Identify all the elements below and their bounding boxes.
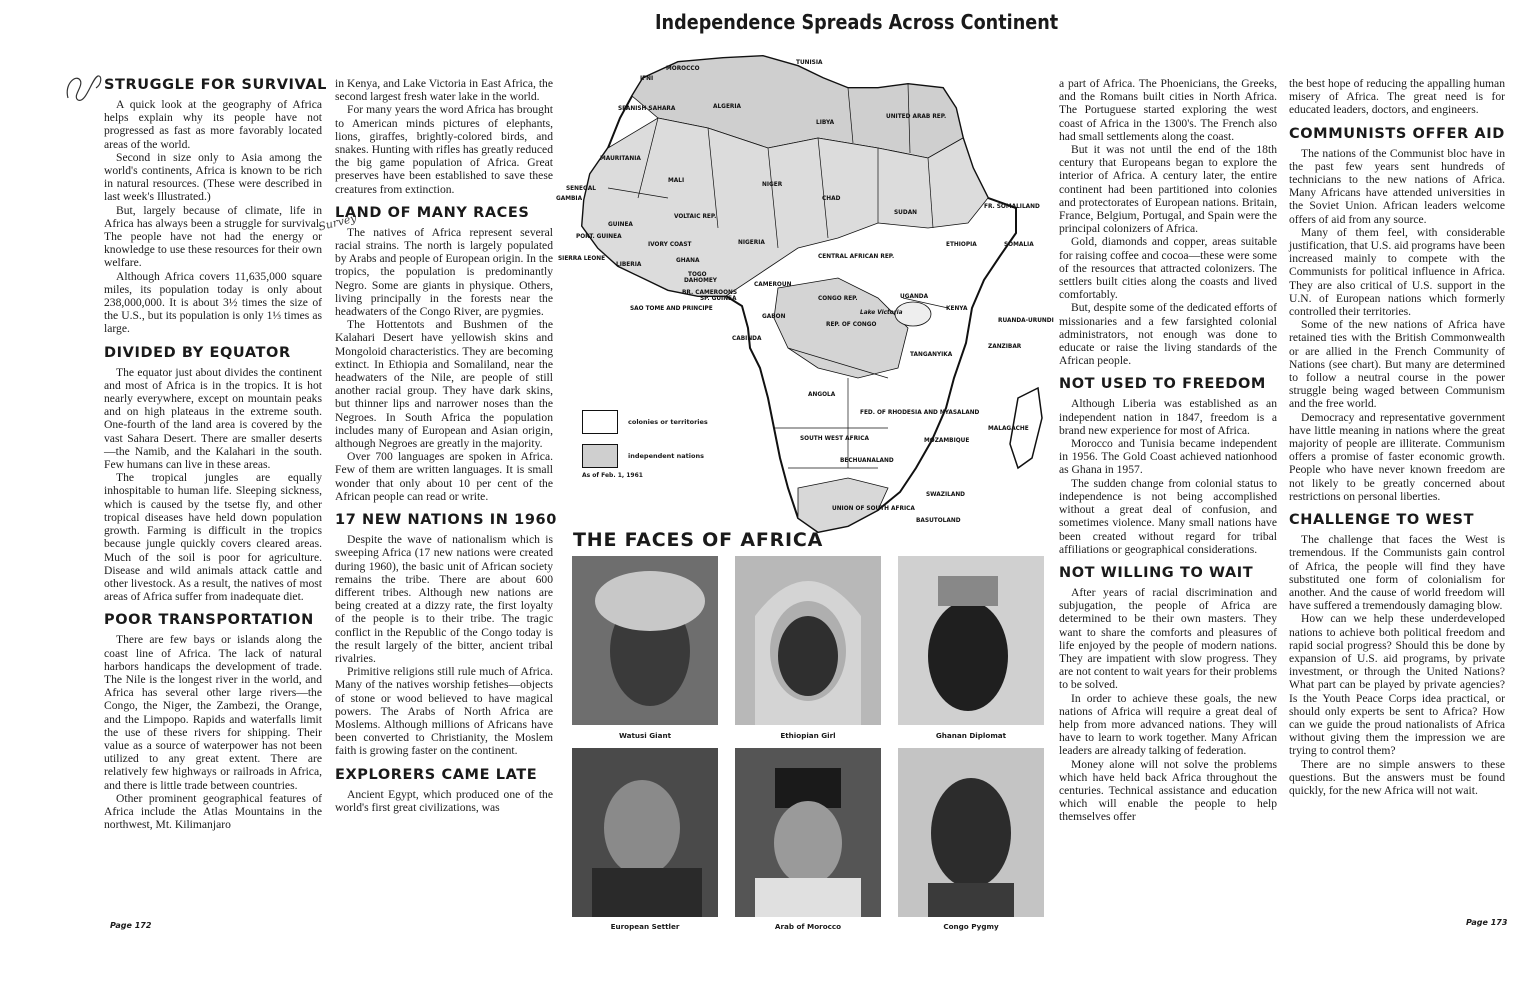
heading-divided-by-equator: DIVIDED BY EQUATOR — [104, 344, 291, 361]
heading-struggle-for-survival: STRUGGLE FOR SURVIVAL — [104, 77, 328, 93]
map-label-sp-guinea: SP. GUINEA — [700, 296, 737, 302]
map-label-ifni: IFNI — [640, 76, 654, 82]
map-label-senegal: SENEGAL — [566, 186, 596, 192]
handwritten-scribble-icon — [62, 66, 106, 106]
paragraph: Money alone will not solve the problems which have held back Africa throughout the centuries. Technical assistance and education which will enable the people to help themselves offer — [1059, 757, 1277, 824]
paragraph: Despite the wave of nationalism which is sweeping Africa (17 new nations were created during 1960), the basic unit of African society remains the tribe. There are about 600 different tribes. Although new nations are being created at a dizzy rate, the first loyalty of the people is to their tribe. The tragic conflict in the Republic of the Congo today is the result largely of the bitter, ancient tribal rivalries. — [335, 533, 553, 665]
legend-independent — [582, 444, 704, 468]
heading-land-of-many-races: LAND OF MANY RACES — [335, 204, 530, 221]
map-date-note: As of Feb. 1, 1961 — [582, 472, 643, 479]
paragraph: The challenge that faces the West is tremendous. If the Communists gain control of Africa, the people will find they have substituted one form of colonialism for another. And the cause of world freedom will have suffered a tremendously damaging blow. — [1289, 533, 1505, 613]
page-number-right: Page 173 — [1466, 918, 1508, 927]
heading-communists-offer-aid: COMMUNISTS OFFER AID — [1289, 125, 1505, 142]
map-label-spanish-sahara: SPANISH SAHARA — [618, 106, 676, 112]
page-title: Independence Spreads Across Continent — [655, 10, 1059, 34]
map-label-basutoland: BASUTOLAND — [916, 518, 961, 524]
paragraph: Over 700 languages are spoken in Africa. Few of them are written languages. It is small wonder that only about 10 per cent of the African people can read or write. — [335, 450, 553, 503]
map-label-guinea: GUINEA — [608, 222, 633, 228]
map-label-algeria: ALGERIA — [713, 104, 742, 110]
photo-ghanan-diplomat — [898, 556, 1044, 725]
map-label-cabinda: CABINDA — [732, 336, 762, 342]
legend-swatch-independent — [582, 444, 618, 468]
map-label-sudan: SUDAN — [894, 210, 918, 216]
paragraph: How can we help these underdeveloped nations to achieve both political freedom and rapid social progress? Should this be done by expansion of U.S. aid programs, by private investment, or through the United Nations? What part can be played by private agencies? Is the Youth Peace Corps idea practical, or should only experts be sent to Africa? How can we guide the proud nationalists of Africa without giving them the impression we are trying to control them? — [1289, 612, 1505, 758]
paragraph: Some of the new nations of Africa have retained ties with the British Commonwealth or are allied in the French Community of Nations (see chart). But many are determined to follow a neutral course in the power struggle being waged between Communism and the free world. — [1289, 318, 1505, 411]
article-column-2 — [335, 77, 557, 814]
paragraph: Morocco and Tunisia became independent in 1956. The Gold Coast achieved nationhood as Ghana in 1957. — [1059, 437, 1277, 477]
paragraph: Second in size only to Asia among the world's continents, Africa is known to be rich in natural resources. (These were described in last week's Illustrated.) — [104, 150, 322, 204]
map-label-zanzibar: ZANZIBAR — [988, 344, 1022, 350]
photo-caption: Ghanan Diplomat — [935, 731, 1007, 740]
paragraph: Gold, diamonds and copper, areas suitable for raising coffee and cocoa—these were some of the resources that attracted colonizers. The settlers built cities along the coasts and lived comfortably. — [1059, 235, 1277, 302]
map-label-sierra-leone: SIERRA LEONE — [558, 256, 606, 262]
paragraph: But, despite some of the dedicated efforts of missionaries and a few farsighted colonial administrators, not enough was done to educate or raise the living standards of the African people. — [1059, 301, 1277, 368]
map-label-port-guinea: PORT. GUINEA — [576, 234, 622, 240]
photo-caption: Arab of Morocco — [774, 922, 842, 931]
map-label-south-west-africa: SOUTH WEST AFRICA — [800, 436, 869, 442]
map-label-ivory-coast: IVORY COAST — [648, 242, 692, 248]
photo-ethiopian-girl — [735, 556, 881, 725]
map-label-rep-of-congo: REP. OF CONGO — [826, 322, 877, 328]
paragraph: Although Liberia was established as an independent nation in 1847, freedom is a brand new experience for most of Africa. — [1059, 397, 1277, 437]
paragraph: The natives of Africa represent several racial strains. The north is largely populated by Arabs and people of European origin. In the tropics, the population is predominantly Negro. Some are giants in physique. Others, living principally in the forests near the headwaters of the Congo River, are pygmies. — [335, 225, 553, 319]
photo-caption: Watusi Giant — [618, 731, 672, 740]
map-label-cameroun: CAMEROUN — [754, 282, 792, 288]
map-label-togo: TOGO — [688, 272, 707, 278]
map-label-gabon: GABON — [762, 314, 786, 320]
map-label-nigeria: NIGERIA — [738, 240, 765, 246]
paragraph: After years of racial discrimination and subjugation, the people of Africa are determined to be their own masters. They want to share the comforts and pleasures of life enjoyed by the people of modern nations. They are impatient with slow progress. They are not content to wait years for their problems to be solved. — [1059, 585, 1277, 692]
heading-challenge-to-west: CHALLENGE TO WEST — [1289, 512, 1475, 529]
paragraph: Ancient Egypt, which produced one of the world's first great civilizations, was — [335, 787, 553, 814]
map-label-morocco: MOROCCO — [666, 66, 700, 72]
photo-watusi-giant — [572, 556, 718, 725]
map-label-uganda: UGANDA — [900, 294, 929, 300]
article-column-1 — [104, 77, 328, 832]
map-label-fed-of-rhodesia-and-nyasaland: FED. OF RHODESIA AND NYASALAND — [860, 410, 980, 416]
map-label-angola: ANGOLA — [808, 392, 836, 398]
photo-caption: Congo Pygmy — [943, 922, 999, 931]
map-label-chad: CHAD — [822, 196, 841, 202]
paragraph: in Kenya, and Lake Victoria in East Africa, the second largest fresh water lake in the world. — [335, 77, 553, 104]
map-label-central-african-rep: CENTRAL AFRICAN REP. — [818, 254, 895, 260]
paragraph: But it was not until the end of the 18th century that Europeans began to explore the interior of Africa. A century later, the entire continent had been partitioned into colonies and protectorates of European nations. Britain, France, Belgium, Portugal, and Spain were the principal colonizers of Africa. — [1059, 143, 1277, 236]
paragraph: For many years the word Africa has brought to American minds pictures of elephants, lions, giraffes, brightly-colored birds, and snakes. Hunting with rifles has greatly reduced the big game population of Africa. Great preserves have been established to save these creatures from extinction. — [335, 103, 553, 196]
map-label-mozambique: MOZAMBIQUE — [924, 438, 970, 444]
article-column-4 — [1289, 77, 1505, 797]
paragraph: Although Africa covers 11,635,000 square miles, its population today is only about 238,000,000. It is about 3½ times the size of the U.S., but its population is only 1⅓ times as large. — [104, 269, 322, 336]
map-label-congo-rep: CONGO REP. — [818, 296, 858, 302]
map-label-kenya: KENYA — [946, 306, 968, 312]
map-label-lake-victoria: Lake Victoria — [860, 310, 903, 316]
map-label-malagache: MALAGACHE — [988, 426, 1029, 432]
handwritten-margin-note: Survey — [317, 211, 358, 234]
heading-explorers-came-late: EXPLORERS CAME LATE — [335, 766, 538, 783]
map-label-ethiopia: ETHIOPIA — [946, 242, 977, 248]
map-label-liberia: LIBERIA — [616, 262, 642, 268]
map-label-niger: NIGER — [762, 182, 783, 188]
map-label-libya: LIBYA — [816, 120, 835, 126]
paragraph: In order to achieve these goals, the new nations of Africa will require a great deal of help from more advanced nations. They will have to learn to work together. Many African leaders are already talking of federation. — [1059, 691, 1277, 758]
legend-label: colonies or territories — [628, 418, 708, 426]
photo-caption: Ethiopian Girl — [780, 731, 836, 740]
legend-colonies — [582, 410, 708, 434]
photo-caption: European Settler — [610, 922, 680, 931]
photo-congo-pygmy — [898, 748, 1044, 917]
paragraph: There are no simple answers to these questions. But the answers must be found quickly, for the new Africa will not wait. — [1289, 757, 1505, 797]
paragraph: a part of Africa. The Phoenicians, the Greeks, and the Romans built cities in North Africa. The Portuguese started exploring the west coast of Africa in the 1300's. The French also had small settlements along the coast. — [1059, 77, 1277, 143]
photo-arab-of-morocco — [735, 748, 881, 917]
article-column-3 — [1059, 77, 1277, 824]
paragraph: The equator just about divides the continent and most of Africa is in the tropics. It is hot nearly everywhere, except on mountain peaks and on high plateaus in the extreme south. One-fourth of the land area is covered by the vast Sahara Desert. There are smaller deserts—the Namib, and the Kalahari in the south. Few humans can live in these areas. — [104, 365, 322, 472]
paragraph: There are few bays or islands along the coast line of Africa. The lack of natural harbors handicaps the development of trade. The Nile is the longest river in the world, and Africa has several other large rivers—the Congo, the Niger, the Zambezi, the Orange, and the Limpopo. Rapids and waterfalls limit the use of these rivers for shipping. Their value as a source of waterpower has not been utilized to any great extent. There are relatively few highways or railroads in Africa, and there is little trade between countries. — [104, 633, 322, 792]
independent-region-south — [798, 478, 888, 532]
page-number-left: Page 172 — [110, 921, 152, 930]
paragraph: Primitive religions still rule much of Africa. Many of the natives worship fetishes—objects of stone or wood believed to have magical powers. The Arabs of North Africa are Moslems. Although millions of Africans have been converted to Christianity, the Moslem faith is growing faster on the continent. — [335, 665, 553, 758]
paragraph: Democracy and representative government have little meaning in nations where the great majority of people are illiterate. Communism offers a promise of faster economic growth. People who have never known freedom are not likely to be greatly concerned about restrictions on personal liberties. — [1289, 410, 1505, 503]
paragraph: Other prominent geographical features of Africa include the Atlas Mountains in the northwest, Mt. Kilimanjaro — [104, 791, 322, 832]
photo-european-settler — [572, 748, 718, 917]
paragraph: The Hottentots and Bushmen of the Kalahari Desert have yellowish skins and Mongoloid characteristics. They are becoming extinct. In Ethiopia and Somaliland, near the headwaters of the Nile, are people of still another racial group. They have dark skins, but thinner lips and narrower noses than the Negroes. In South Africa the population includes many of European and Asian origin, although Negroes are greatly in the majority. — [335, 318, 553, 451]
map-label-gambia: GAMBIA — [556, 196, 583, 202]
map-label-bechuanaland: BECHUANALAND — [840, 458, 894, 464]
map-label-ghana: GHANA — [676, 258, 700, 264]
map-label-voltaic-rep: VOLTAIC REP. — [674, 214, 717, 220]
paragraph: A quick look at the geography of Africa helps explain why its people have not progressed as fast as more favorably located areas of the world. — [104, 98, 322, 151]
map-label-sao-tome-and-principe: SAO TOME AND PRINCIPE — [630, 306, 713, 312]
paragraph: But, largely because of climate, life in Africa has always been a struggle for survival. The people have not had the energy or knowledge to use these resources for their own welfare. — [104, 203, 322, 270]
paragraph: The sudden change from colonial status to independence is not being accomplished without a great deal of confusion, and sometimes violence. Many small nations have been created without regard for tribal affiliations or geographical considerations. — [1059, 476, 1277, 556]
map-label-mauritania: MAURITANIA — [600, 156, 641, 162]
map-label-union-of-south-africa: UNION OF SOUTH AFRICA — [832, 506, 915, 512]
map-label-ruanda-urundi: RUANDA-URUNDI — [998, 318, 1054, 324]
faces-section-title: THE FACES OF AFRICA — [573, 529, 824, 551]
paragraph: the best hope of reducing the appalling human misery of Africa. The great need is for educated leaders, doctors, and engineers. — [1289, 77, 1505, 117]
map-label-dahomey: DAHOMEY — [684, 278, 718, 284]
map-label-mali: MALI — [668, 178, 685, 184]
paragraph: The tropical jungles are equally inhospitable to human life. Sleeping sickness, which is caused by the tsetse fly, and other tropical diseases have held down population growth. Farming is difficult in the tropics because jungle quickly covers cleared areas. Much of the soil is poor for agriculture. Disease and wild animals attack cattle and other livestock. As a result, the natives of most areas of Africa suffer from inadequate diet. — [104, 471, 322, 604]
legend-label: independent nations — [628, 452, 704, 460]
map-label-tunisia: TUNISIA — [796, 60, 823, 66]
map-label-fr-somaliland: FR. SOMALILAND — [984, 204, 1040, 210]
map-label-united-arab-rep: UNITED ARAB REP. — [886, 114, 947, 120]
paragraph: The nations of the Communist bloc have in the past few years sent hundreds of technicians to the new nations of Africa. Many Africans have attended universities in the Soviet Union. African leaders welcome offers of aid from any source. — [1289, 146, 1505, 226]
map-label-somalia: SOMALIA — [1004, 242, 1034, 248]
map-label-br-cameroons: BR. CAMEROONS — [682, 290, 738, 296]
heading-not-willing-to-wait: NOT WILLING TO WAIT — [1059, 564, 1254, 581]
heading-17-new-nations: 17 NEW NATIONS IN 1960 — [335, 512, 557, 529]
heading-poor-transportation: POOR TRANSPORTATION — [104, 612, 314, 629]
map-label-swaziland: SWAZILAND — [926, 492, 965, 498]
legend-swatch-colonies — [582, 410, 618, 434]
heading-not-used-to-freedom: NOT USED TO FREEDOM — [1059, 376, 1266, 393]
paragraph: Many of them feel, with considerable justification, that U.S. aid programs have been increased mainly to compete with the Communists for political influence in Africa. They are also critical of U.S. support in the U.N. of European nations which formerly controlled their territories. — [1289, 225, 1505, 319]
map-label-tanganyika: TANGANYIKA — [910, 352, 953, 358]
